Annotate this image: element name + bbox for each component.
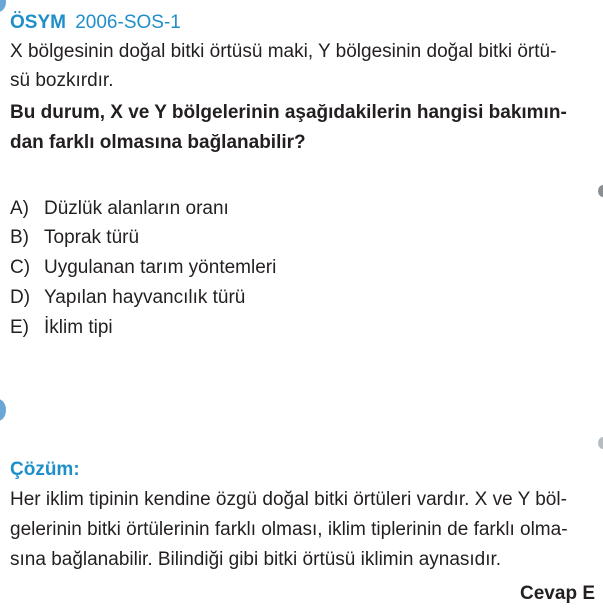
option-text: İklim tipi <box>44 317 113 338</box>
option-letter: A) <box>10 198 29 219</box>
right-edge-marker <box>596 184 603 198</box>
option-d <box>10 286 245 310</box>
solution-heading: Çözüm: <box>10 459 80 480</box>
solution-line-2: gelerinin bitki örtülerinin farklı olması, iklim tiplerinin de farklı olma- <box>10 519 568 540</box>
option-letter: E) <box>10 317 29 338</box>
solution-line-3: sına bağlanabilir. Bilindiği gibi bitki örtüsü iklimin aynasıdır. <box>10 549 502 570</box>
left-edge-marker-middle <box>0 398 10 422</box>
option-text: Düzlük alanların oranı <box>44 198 229 219</box>
option-text: Uygulanan tarım yöntemleri <box>44 257 277 278</box>
option-e <box>10 316 113 340</box>
option-text: Yapılan hayvancılık türü <box>44 287 246 308</box>
option-c <box>10 256 276 280</box>
source-code: 2006-SOS-1 <box>75 12 181 33</box>
right-edge-marker-lower <box>596 436 603 450</box>
answer-label: Cevap E <box>520 583 595 604</box>
solution-line-1: Her iklim tipinin kendine özgü doğal bitki örtüleri vardır. X ve Y böl- <box>10 489 567 510</box>
option-text: Toprak türü <box>44 227 140 248</box>
question-source <box>10 11 181 35</box>
question-stem-line-1: X bölgesinin doğal bitki örtüsü maki, Y bölgesinin doğal bitki örtü- <box>10 41 557 62</box>
left-edge-marker-top <box>0 0 10 14</box>
source-label: ÖSYM <box>10 12 66 33</box>
option-a <box>10 197 229 221</box>
question-prompt-line-1: Bu durum, X ve Y bölgelerinin aşağıdakilerin hangisi bakımın- <box>10 102 567 123</box>
question-stem-line-2: sü bozkırdır. <box>10 70 114 91</box>
question-prompt-line-2: dan farklı olmasına bağlanabilir? <box>10 132 306 153</box>
option-letter: D) <box>10 287 31 308</box>
option-letter: B) <box>10 227 29 248</box>
option-b <box>10 226 139 250</box>
option-letter: C) <box>10 257 31 278</box>
